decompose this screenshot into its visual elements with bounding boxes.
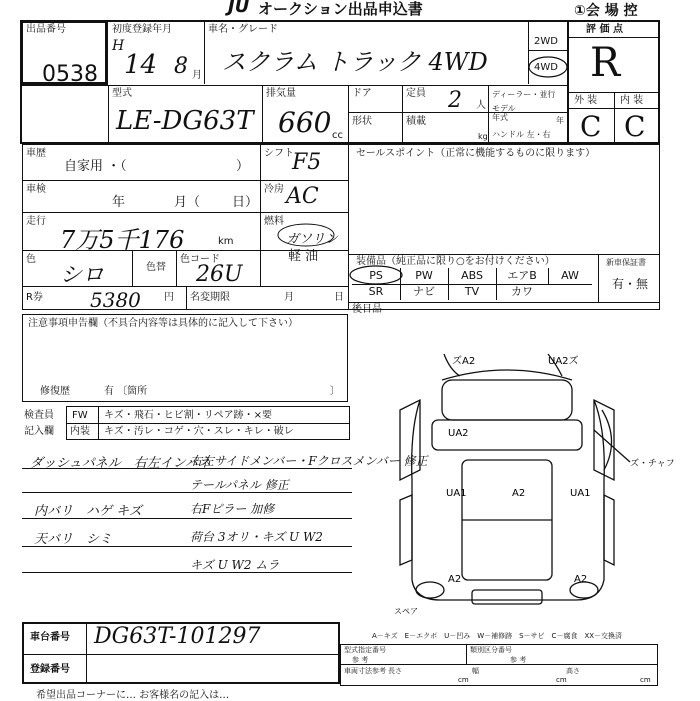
equip-tv: TV — [464, 285, 480, 298]
2wd-label: 2WD — [534, 36, 558, 47]
fw-items: キズ・飛石・ヒビ割・リペア跡・×要 — [104, 410, 272, 421]
equip-abs: ABS — [461, 269, 483, 282]
dealer-label: ディーラー・並行 — [492, 90, 556, 99]
height-label: 高さ — [566, 667, 580, 675]
first-reg-era: H — [112, 38, 125, 54]
inspection-year: 年 — [112, 195, 126, 210]
mark-right-side: UA1 — [570, 488, 591, 499]
fuel-gasoline: ガソリン — [286, 232, 339, 247]
fuel-diesel: 軽 油 — [288, 249, 319, 264]
name-change-day: 日 — [334, 292, 344, 303]
first-reg-year: 14 — [124, 50, 158, 80]
model-label: 型式 — [112, 88, 132, 99]
type-ref-label: 参 考 — [352, 656, 369, 664]
repair-history-options: 有 〔箇所 — [104, 386, 148, 397]
category-ref-label: 参 考 — [510, 656, 527, 664]
mileage-value: 7万5千176 — [60, 226, 185, 254]
venue-copy-label: ①会 場 控 — [574, 3, 638, 19]
ac-label: 冷房 — [264, 184, 284, 195]
equip-sr: SR — [368, 285, 384, 298]
capacity-label: 定員 — [406, 88, 426, 99]
first-reg-month-unit: 月 — [192, 70, 202, 81]
yen-label: 円 — [164, 292, 174, 303]
footer-cut-text: 希望出品コーナーに… お客様名の記入は… — [36, 690, 230, 701]
equip-pw: PW — [415, 269, 433, 282]
sales-points-label: セールスポイント（正常に機能するものに限ります） — [356, 148, 596, 159]
warranty-label: 新車保証書 — [606, 258, 646, 267]
mark-rear-left: A2 — [448, 574, 462, 585]
first-reg-label: 初度登録年月 — [112, 24, 172, 35]
repair-bracket-close: 〕 — [330, 386, 340, 397]
inspection-day: 日） — [232, 195, 259, 210]
width-label: 幅 — [472, 667, 479, 675]
fuel-label: 燃料 — [264, 216, 284, 227]
first-reg-month: 8 — [174, 54, 188, 79]
kg-label: kg — [478, 132, 488, 141]
warranty-options: 有・無 — [612, 277, 649, 291]
km-label: km — [218, 236, 234, 247]
model-value: LE-DG63T — [116, 106, 254, 136]
recycle-label: R券 — [26, 292, 43, 303]
length-cm: cm — [458, 676, 469, 684]
year-unit-label: 年 — [556, 116, 564, 125]
car-name-value: スクラム トラック 4WD — [222, 48, 488, 76]
mark-corrosion: ズ・チャフ — [630, 459, 675, 469]
4wd-circle — [527, 54, 569, 80]
chassis-no-label: 車台番号 — [30, 632, 70, 643]
fuel-gasoline-circle — [276, 222, 339, 248]
usage-paren-close: ） — [236, 159, 250, 174]
usage-options: 自家用 ・（ — [64, 159, 127, 174]
inspector-note-2: 内バリ ハゲ キズ — [34, 504, 142, 519]
grade-value: R — [590, 40, 621, 86]
color-code-value: 26U — [196, 262, 243, 287]
length-label: 長さ — [388, 667, 402, 675]
shape-label: 形状 — [352, 116, 372, 127]
lot-no-value: 0538 — [42, 62, 98, 87]
equip-airbag: エアB — [507, 269, 537, 282]
inspection-label: 車検 — [26, 184, 46, 195]
mark-spare: スペア — [394, 607, 418, 616]
right-note-5: キズ U W2 ムラ — [190, 558, 280, 572]
equipment-grid — [352, 268, 598, 300]
mark-rear-right: A2 — [574, 574, 588, 585]
door-label: ドア — [352, 88, 372, 99]
int-items: キズ・汚レ・コゲ・穴・スレ・キレ・破レ — [104, 426, 294, 437]
ac-value: AC — [286, 184, 319, 209]
name-change-month: 月 — [284, 292, 294, 303]
usage-label: 車歴 — [26, 148, 46, 159]
inspector-label: 検査員 — [24, 410, 54, 421]
right-note-3: 右Fピラー 加修 — [190, 502, 275, 516]
header — [0, 0, 700, 20]
mileage-label: 走行 — [26, 216, 46, 227]
color-change-label: 色替 — [146, 262, 166, 273]
repair-history-label: 修復歴 — [40, 386, 70, 397]
equip-navi: ナビ — [413, 285, 435, 298]
equip-leather: カワ — [511, 285, 533, 298]
load-label: 積載 — [406, 116, 426, 127]
form-title: オークション出品申込書 — [258, 0, 423, 18]
chassis-no-value: DG63T-101297 — [94, 624, 261, 649]
reg-no-label: 登録番号 — [30, 664, 70, 675]
interior-grade: C — [624, 110, 646, 143]
mark-left-side: UA1 — [446, 488, 467, 499]
capacity-value: 2 — [448, 88, 462, 113]
width-cm: cm — [556, 676, 567, 684]
name-change-label: 名変期限 — [190, 292, 230, 303]
aftermarket-label: 後日品 — [352, 304, 382, 315]
entry-col-label: 記入欄 — [24, 426, 54, 437]
color-value: シロ — [60, 263, 105, 288]
displacement-value: 660 — [278, 106, 332, 139]
exterior-grade: C — [580, 110, 602, 143]
mark-top-right: UA2ズ — [548, 356, 579, 367]
mark-left-door: UA2 — [448, 428, 469, 439]
vehicle-dims-label: 車両寸法参考 — [344, 667, 386, 675]
cc-label: cc — [332, 130, 343, 141]
color-code-label: 色コード — [180, 254, 220, 265]
equip-ps: PS — [369, 269, 383, 282]
category-label: 類別区分番号 — [470, 646, 512, 654]
displacement-label: 排気量 — [266, 88, 296, 99]
inspector-note-1: ダッシュパネル 右左インパネ — [30, 456, 211, 471]
vehicle-damage-diagram — [380, 350, 680, 620]
inspector-note-3: 天バリ シミ — [34, 532, 113, 547]
shift-label: シフト — [264, 148, 294, 159]
int-col-label: 内装 — [70, 426, 90, 437]
handle-label: ハンドル 左・右 — [492, 130, 551, 139]
right-note-1: 右左サイドメンバー・Fクロスメンバー 修正 — [190, 454, 428, 468]
height-cm: cm — [640, 676, 651, 684]
equip-aw: AW — [561, 269, 579, 282]
mark-top-left: ズA2 — [452, 356, 476, 367]
ju-logo: JU — [228, 0, 250, 17]
shift-value: F5 — [292, 150, 322, 175]
notes-label: 注意事項申告欄（不具合内容等は具体的に記入して下さい） — [28, 318, 298, 329]
mark-roof: A2 — [512, 488, 526, 499]
model-year-label: モデル 年式 — [492, 104, 516, 122]
recycle-value: 5380 — [90, 288, 141, 312]
equipment-label: 装備品（純正品に限り○をお付けください） — [356, 256, 555, 267]
fw-label: FW — [72, 410, 88, 421]
damage-legend: A－キズ E－エクボ U－凹み W－補修跡 S－サビ C－腐食 XX－交換済 — [372, 632, 623, 640]
right-note-2: テールパネル 修正 — [190, 478, 289, 492]
car-name-label: 車名・グレード — [208, 24, 278, 35]
lot-no-label: 出品番号 — [26, 24, 66, 35]
ps-circle — [348, 264, 408, 288]
4wd-label: 4WD — [534, 62, 558, 73]
color-label: 色 — [26, 254, 36, 265]
person-label: 人 — [476, 100, 486, 111]
inspection-month: 月（ — [174, 195, 201, 210]
exterior-label: 外 装 — [574, 95, 598, 106]
interior-label: 内 装 — [620, 95, 644, 106]
right-note-4: 荷台 3オリ・キズ U W2 — [190, 530, 323, 544]
type-designation-label: 型式指定番号 — [344, 646, 386, 654]
grade-label: 評 価 点 — [586, 24, 623, 35]
